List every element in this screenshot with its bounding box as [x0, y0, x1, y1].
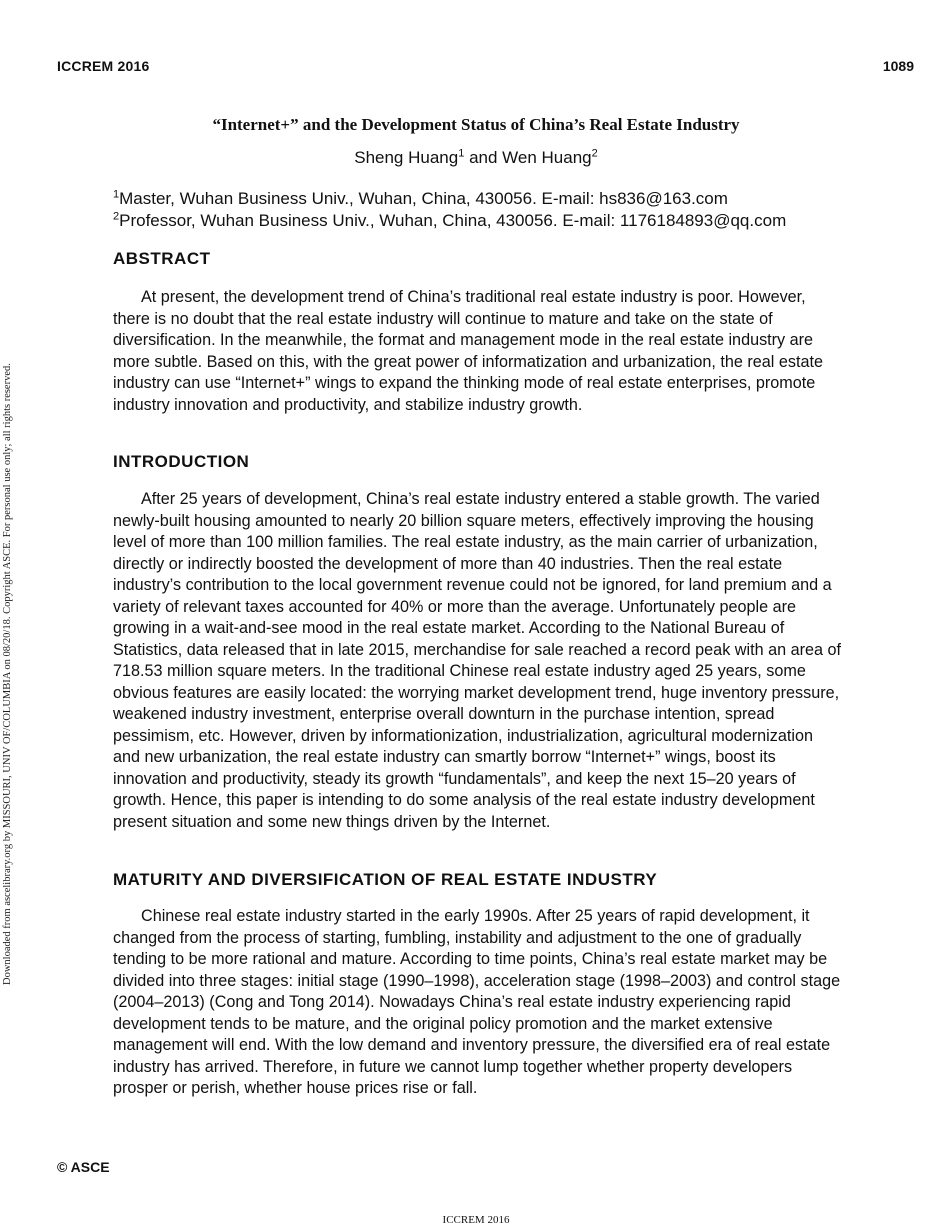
copyright-footer: © ASCE	[57, 1159, 110, 1175]
download-notice-sidebar: Downloaded from ascelibrary.org by MISSOURI, UNIV OF/COLUMBIA on 08/20/18. Copyright ASCE. For personal use only; all rights reserved.	[2, 363, 13, 985]
affiliation-line	[113, 210, 833, 232]
affiliation-line	[113, 188, 833, 210]
maturity-body: Chinese real estate industry started in the early 1990s. After 25 years of rapid development, it changed from the process of starting, fumbling, instability and adjustment to the one of gradually tending to be more rational and mature. According to time points, China’s real estate market may be divided into three stages: initial stage (1990–1998), acceleration stage (1998–2003) and control stage (2004–2013) (Cong and Tong 2014). Nowadays China’s real estate industry experiencing rapid development tends to be mature, and the original policy promotion and the market extensive management will end. With the low demand and inventory pressure, the diversified era of real estate industry has arrived. Therefore, in future we cannot lump together whether property developers prosper or perish, whether house prices rise or fall.	[113, 907, 841, 1097]
affiliations	[113, 188, 833, 232]
affiliation-text: Master, Wuhan Business Univ., Wuhan, China, 430056. E-mail: hs836@163.com	[119, 189, 728, 208]
author-affiliation-mark: 2	[591, 147, 598, 160]
affiliation-mark: 2	[113, 210, 120, 223]
author-line	[0, 148, 952, 168]
introduction-body: After 25 years of development, China’s real estate industry entered a stable growth. The varied newly-built housing amounted to nearly 20 billion square meters, effectively improving the housing level of more than 100 million families. The real estate industry, as the main carrier of urbanization, directly or indirectly boosted the development of more than 40 industries. Then the real estate industry’s contribution to the local government revenue could not be ignored, for land premium and a variety of relevant taxes accounted for 40% or more than the average. Unfortunately people are growing in a wait-and-see mood in the real estate market. According to the National Bureau of Statistics, data released that in late 2015, merchandise for sale reached a record peak with an area of 718.53 million square meters. In the traditional Chinese real estate industry aged 25 years, some obvious features are easily located: the worrying market development trend, huge inventory pressure, weakened industry investment, enterprise overall downturn in the purchase intention, spread pessimism, etc. However, driven by informationization, industrialization, agricultural modernization and new urbanization, the real estate industry can smartly borrow “Internet+” wings, boost its innovation and productivity, steady its growth “fundamentals”, and keep the next 15–20 years of growth. Hence, this paper is intending to do some analysis of the real estate industry development present situation and some new things driven by the Internet.	[113, 490, 841, 831]
author-affiliation-mark: 1	[458, 147, 465, 160]
abstract-heading: ABSTRACT	[113, 249, 211, 268]
author-name: Wen Huang	[502, 148, 592, 167]
page-number: 1089	[882, 58, 914, 74]
running-header-conference: ICCREM 2016	[57, 58, 150, 74]
affiliation-text: Professor, Wuhan Business Univ., Wuhan, China, 430056. E-mail: 1176184893@qq.com	[119, 211, 787, 230]
affiliation-mark: 1	[113, 188, 120, 201]
maturity-heading: MATURITY AND DIVERSIFICATION OF REAL ESTATE INDUSTRY	[113, 870, 658, 889]
abstract-body: At present, the development trend of China’s traditional real estate industry is poor. However, there is no doubt that the real estate industry will continue to mature and take on the state of diversification. In the meanwhile, the format and management mode in the real estate industry are more subtle. Based on this, with the great power of informatization and urbanization, the real estate industry can use “Internet+” wings to expand the thinking mode of real estate enterprises, promote industry innovation and productivity, and stabilize industry growth.	[113, 288, 823, 414]
author-name: Sheng Huang	[354, 148, 459, 167]
author-joiner: and	[464, 148, 503, 167]
footer-conference: ICCREM 2016	[442, 1214, 510, 1226]
paper-title: “Internet+” and the Development Status of China’s Real Estate Industry	[212, 115, 740, 134]
introduction-heading: INTRODUCTION	[113, 452, 250, 471]
